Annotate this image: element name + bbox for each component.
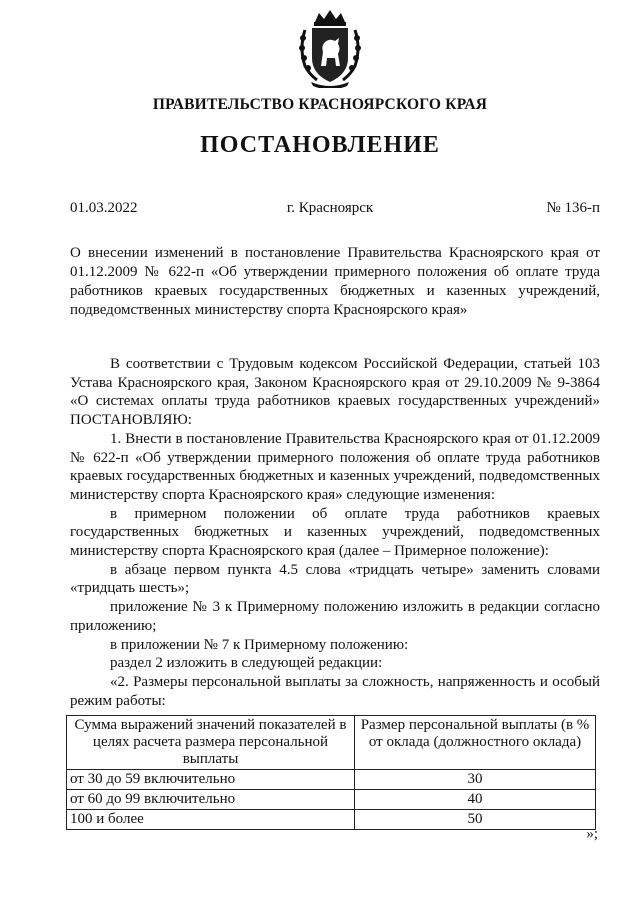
percent-cell: 30: [355, 770, 596, 790]
range-cell: от 60 до 99 включительно: [67, 790, 355, 810]
paragraph: 1. Внести в постановление Правительства Красноярского края от 01.12.2009 № 622-п «Об утверждении примерного положения об оплате труда работников краевых государственных бюджетных и казенных учреждений, подведомственных министерству спорта Красноярского края» следующие изменения:: [70, 430, 600, 503]
document-date: 01.03.2022: [70, 200, 138, 216]
closing-quote: »;: [586, 826, 598, 842]
paragraph: в абзаце первом пункта 4.5 слова «тридцать четыре» заменить словами «тридцать шесть»;: [70, 561, 600, 597]
personal-payment-table: [66, 715, 596, 830]
paragraph: в приложении № 7 к Примерному положению:: [110, 636, 409, 653]
percent-cell: 50: [355, 810, 596, 830]
document-number: № 136-п: [546, 200, 600, 216]
column-header-indicators-sum: Сумма выражений значений показателей в целях расчета размера персональной выплаты: [67, 716, 355, 770]
paragraph: в примерном положении об оплате труда работников краевых государственных бюджетных и казенных учреждений, подведомственных министерству спорта Красноярского края (далее – Примерное положение):: [70, 505, 600, 560]
percent-cell: 40: [355, 790, 596, 810]
document-body: [70, 355, 600, 710]
document-type-title: ПОСТАНОВЛЕНИЕ: [200, 132, 440, 158]
range-cell: 100 и более: [67, 810, 355, 830]
paragraph: раздел 2 изложить в следующей редакции:: [110, 655, 383, 672]
table-row: [67, 790, 596, 810]
government-title: ПРАВИТЕЛЬСТВО КРАСНОЯРСКОГО КРАЯ: [152, 96, 488, 113]
document-subject: О внесении изменений в постановление Правительства Красноярского края от 01.12.2009 № 622-п «Об утверждении примерного положения об оплате труда работников краевых государственных бюджетных и казенных учреждений, подведомственных министерству спорта Красноярского края»: [70, 245, 600, 318]
table-row: [67, 810, 596, 830]
column-header-payment-size: Размер персональной выплаты (в % от оклада (должностного оклада): [355, 716, 596, 770]
range-cell: от 30 до 59 включительно: [67, 770, 355, 790]
table-row: [67, 770, 596, 790]
table-header-row: [67, 716, 596, 770]
document-city: г. Красноярск: [286, 200, 374, 216]
paragraph: приложение № 3 к Примерному положению изложить в редакции согласно приложению;: [70, 599, 600, 634]
coat-of-arms-icon: [297, 8, 363, 88]
paragraph: В соответствии с Трудовым кодексом Российской Федерации, статьей 103 Устава Красноярского края, Законом Красноярского края от 29.10.2009 № 9-3864 «О системах оплаты труда работников краевых государственных учреждений» ПОСТАНОВЛЯЮ:: [70, 356, 600, 429]
paragraph: «2. Размеры персональной выплаты за сложность, напряженность и особый режим работы:: [70, 673, 600, 709]
